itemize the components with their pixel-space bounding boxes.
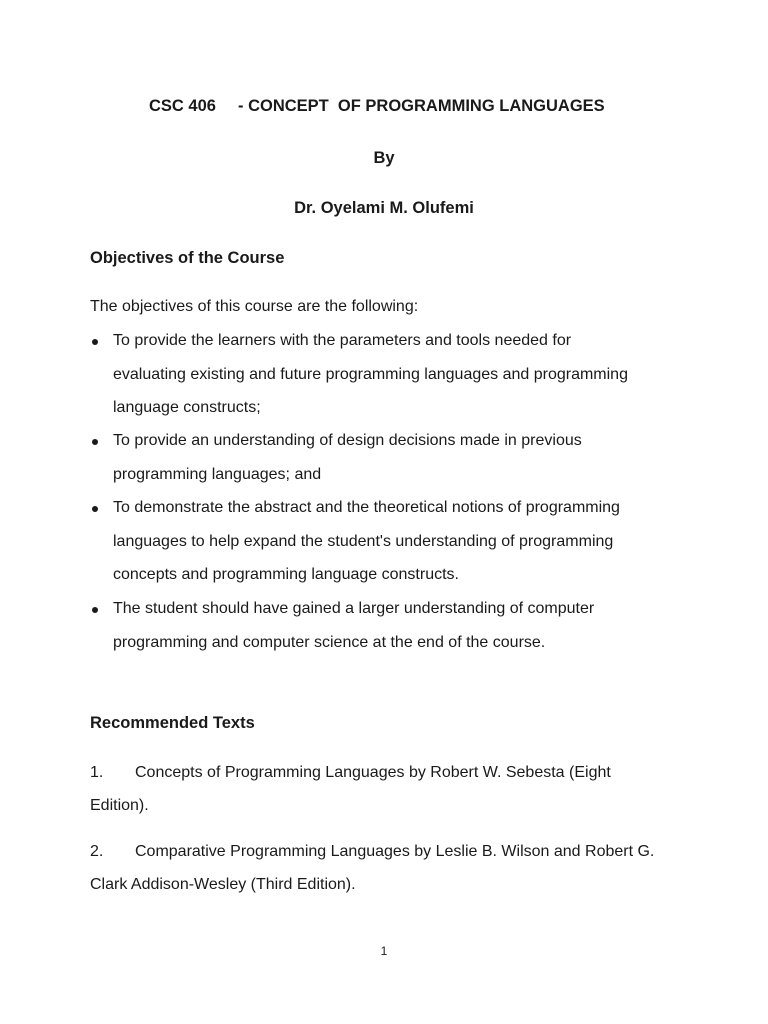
list-item-line: The student should have gained a larger understanding of computer <box>113 600 595 617</box>
list-item-line: Comparative Programming Languages by Leslie B. Wilson and Robert G. <box>135 843 655 860</box>
bullet-icon <box>92 506 98 512</box>
list-item-line: languages to help expand the student's understanding of programming <box>113 533 614 550</box>
list-item-number: 2. <box>90 843 104 860</box>
list-item-line: To demonstrate the abstract and the theoretical notions of programming <box>113 499 620 516</box>
list-item-line: Edition). <box>90 797 149 814</box>
list-item-line: To provide an understanding of design decisions made in previous <box>113 432 582 449</box>
course-title: - CONCEPT OF PROGRAMMING LANGUAGES <box>238 97 605 115</box>
list-item-line: concepts and programming language constructs. <box>113 566 459 583</box>
objectives-heading: Objectives of the Course <box>90 249 285 267</box>
objectives-intro: The objectives of this course are the following: <box>90 298 419 315</box>
bullet-icon <box>92 607 98 613</box>
list-item-number: 1. <box>90 764 104 781</box>
author-name: Dr. Oyelami M. Olufemi <box>294 199 474 217</box>
recommended-texts-heading: Recommended Texts <box>90 714 255 732</box>
list-item-line: evaluating existing and future programming languages and programming <box>113 366 628 383</box>
list-item-line: Clark Addison-Wesley (Third Edition). <box>90 876 356 893</box>
bullet-icon <box>92 439 98 445</box>
course-code: CSC 406 <box>149 97 216 115</box>
page-number: 1 <box>380 944 388 958</box>
bullet-icon <box>92 339 98 345</box>
list-item-line: programming languages; and <box>113 466 322 483</box>
list-item-line: Concepts of Programming Languages by Robert W. Sebesta (Eight <box>135 764 611 781</box>
by-label: By <box>373 149 395 167</box>
list-item-line: programming and computer science at the end of the course. <box>113 634 546 651</box>
list-item-line: language constructs; <box>113 399 261 416</box>
list-item-line: To provide the learners with the parameters and tools needed for <box>113 332 572 349</box>
